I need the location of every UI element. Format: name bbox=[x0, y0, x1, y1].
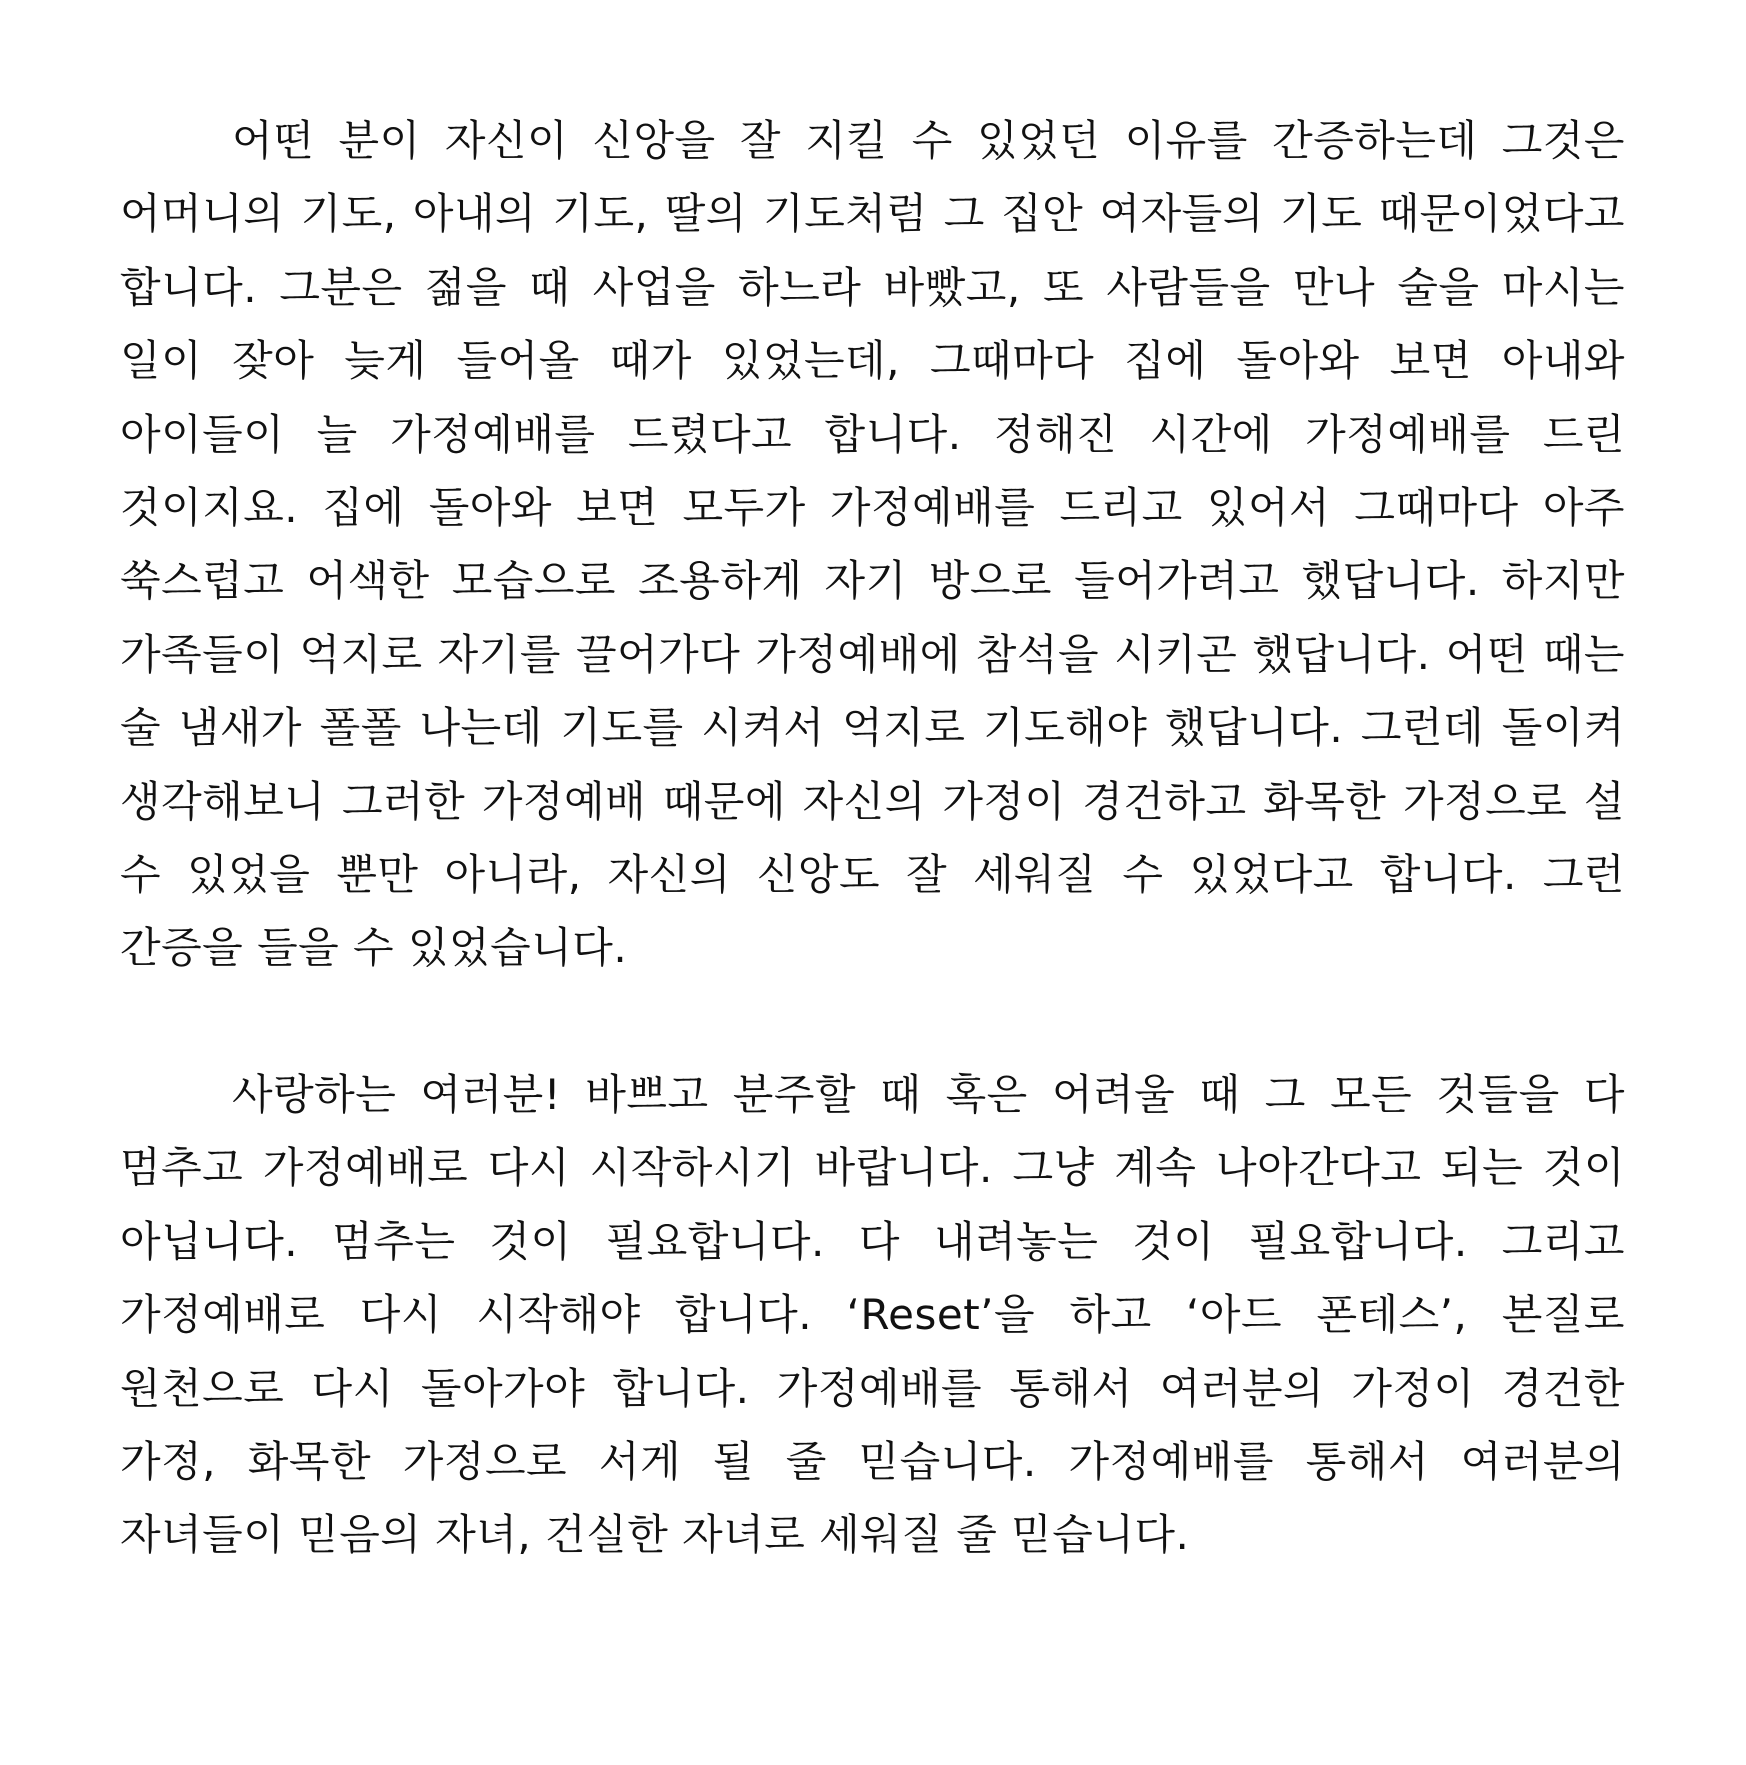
paragraph-2: 사랑하는 여러분! 바쁘고 분주할 때 혹은 어려울 때 그 모든 것들을 다 멈추고 가정예배로 다시 시작하시기 바랍니다. 그냥 계속 나아간다고 되는 것이 아닙니다. 멈추는 것이 필요합니다. 다 내려놓는 것이 필요합니다. 그리고 가정예배로 다시 시작해야 합니다. ‘Reset’을 하고 ‘아드 폰테스’, 본질로 원천으로 다시 돌아가야 합니다. 가정예배를 통해서 여러분의 가정이 경건한 가정, 화목한 가정으로 서게 될 줄 믿습니다. 가정예배를 통해서 여러분의 자녀들이 믿음의 자녀, 건실한 자녀로 세워질 줄 믿습니다. bbox=[120, 1069, 1625, 1560]
document-body bbox=[120, 104, 1625, 1572]
paragraph-1: 어떤 분이 자신이 신앙을 잘 지킬 수 있었던 이유를 간증하는데 그것은 어머니의 기도, 아내의 기도, 딸의 기도처럼 그 집안 여자들의 기도 때문이었다고 합니다. 그분은 젊을 때 사업을 하느라 바빴고, 또 사람들을 만나 술을 마시는 일이 잦아 늦게 들어올 때가 있었는데, 그때마다 집에 돌아와 보면 아내와 아이들이 늘 가정예배를 드렸다고 합니다. 정해진 시간에 가정예배를 드린 것이지요. 집에 돌아와 보면 모두가 가정예배를 드리고 있어서 그때마다 아주 쑥스럽고 어색한 모습으로 조용하게 자기 방으로 들어가려고 했답니다. 하지만 가족들이 억지로 자기를 끌어가다 가정예배에 참석을 시키곤 했답니다. 어떤 때는 술 냄새가 폴폴 나는데 기도를 시켜서 억지로 기도해야 했답니다. 그런데 돌이켜 생각해보니 그러한 가정예배 때문에 자신의 가정이 경건하고 화목한 가정으로 설 수 있었을 뿐만 아니라, 자신의 신앙도 잘 세워질 수 있었다고 합니다. 그런 간증을 들을 수 있었습니다. bbox=[120, 116, 1625, 973]
